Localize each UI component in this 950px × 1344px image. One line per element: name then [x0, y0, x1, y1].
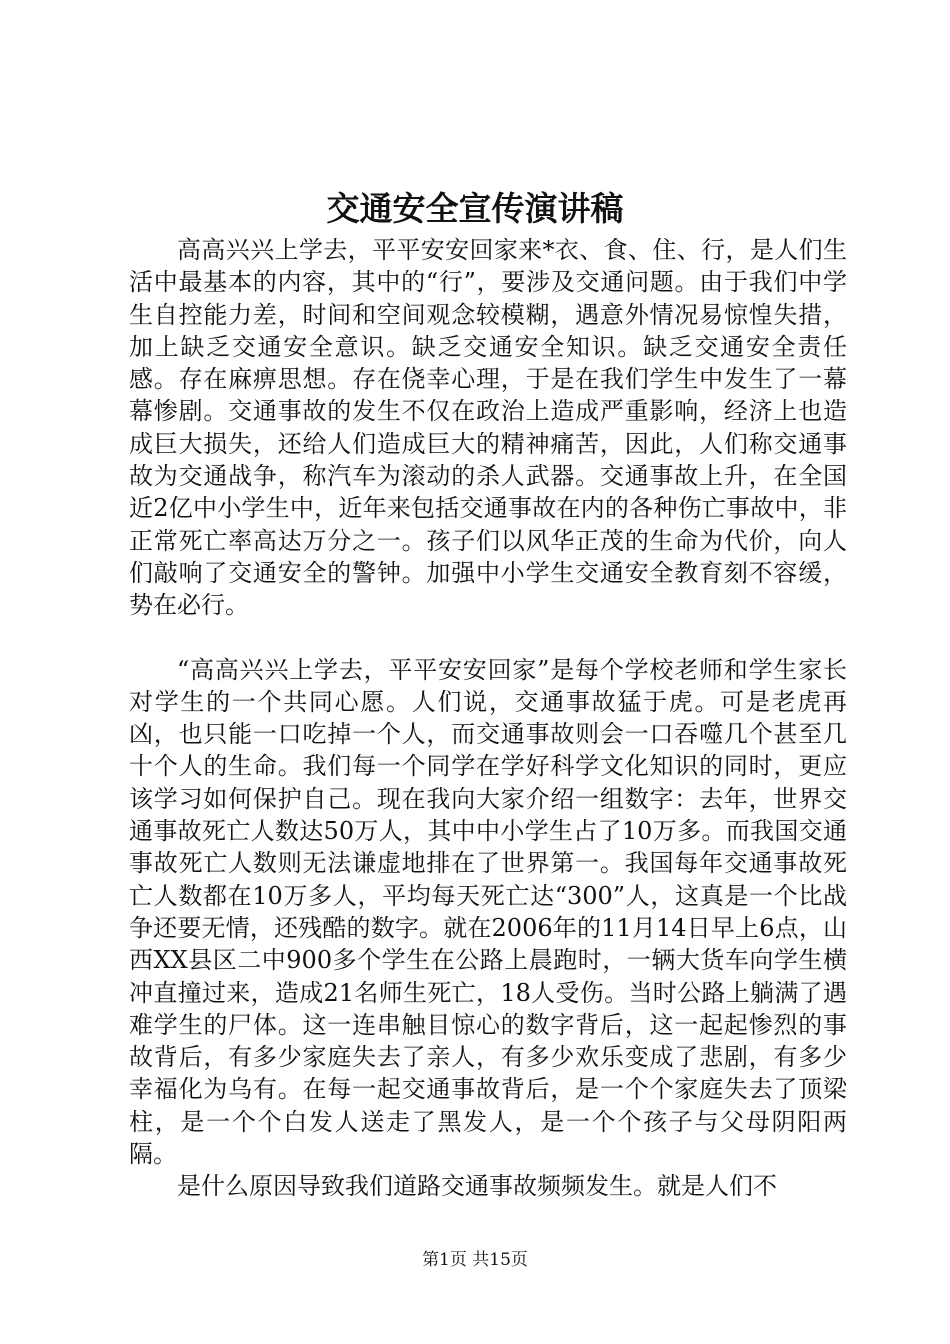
- document-body: [129, 234, 847, 1203]
- paragraph-1: 高高兴兴上学去，平平安安回家来*衣、食、住、行，是人们生活中最基本的内容，其中的“行”，要涉及交通问题。由于我们中学生自控能力差，时间和空间观念较模糊，遇意外情况易惊惶失措，加上缺乏交通安全意识。缺乏交通安全知识。缺乏交通安全责任感。存在麻痹思想。存在侥幸心理，于是在我们学生中发生了一幕幕惨剧。交通事故的发生不仅在政治上造成严重影响，经济上也造成巨大损失，还给人们造成巨大的精神痛苦，因此，人们称交通事故为交通战争，称汽车为滚动的杀人武器。交通事故上升，在全国近2亿中小学生中，近年来包括交通事故在内的各种伤亡事故中，非正常死亡率高达万分之一。孩子们以风华正茂的生命为代价，向人们敲响了交通安全的警钟。加强中小学生交通安全教育刻不容缓，势在必行。: [129, 236, 847, 620]
- document-title: 交通安全宣传演讲稿: [326, 189, 624, 228]
- page-footer: 第1页 共15页: [422, 1250, 528, 1270]
- paragraph-spacer: [129, 622, 847, 654]
- paragraph-3: 是什么原因导致我们道路交通事故频频发生。就是人们不: [177, 1172, 777, 1201]
- paragraph-2: “高高兴兴上学去，平平安安回家”是每个学校老师和学生家长对学生的一个共同心愿。人们说，交通事故猛于虎。可是老虎再凶，也只能一口吃掉一个人，而交通事故则会一口吞噬几个甚至几十个人的生命。我们每一个同学在学好科学文化知识的同时，更应该学习如何保护自己。现在我向大家介绍一组数字：去年，世界交通事故死亡人数达50万人，其中中小学生占了10万多。而我国交通事故死亡人数则无法谦虚地排在了世界第一。我国每年交通事故死亡人数都在10万多人，平均每天死亡达“300”人，这真是一个比战争还要无情，还残酷的数字。就在2006年的11月14日早上6点，山西XX县区二中900多个学生在公路上晨跑时，一辆大货车向学生横冲直撞过来，造成21名师生死亡，18人受伤。当时公路上躺满了遇难学生的尸体。这一连串触目惊心的数字背后，这一起起惨烈的事故背后，有多少家庭失去了亲人，有多少欢乐变成了悲剧，有多少幸福化为乌有。在每一起交通事故背后，是一个个家庭失去了顶梁柱，是一个个白发人送走了黑发人，是一个个孩子与父母阴阳两隔。: [129, 655, 847, 1169]
